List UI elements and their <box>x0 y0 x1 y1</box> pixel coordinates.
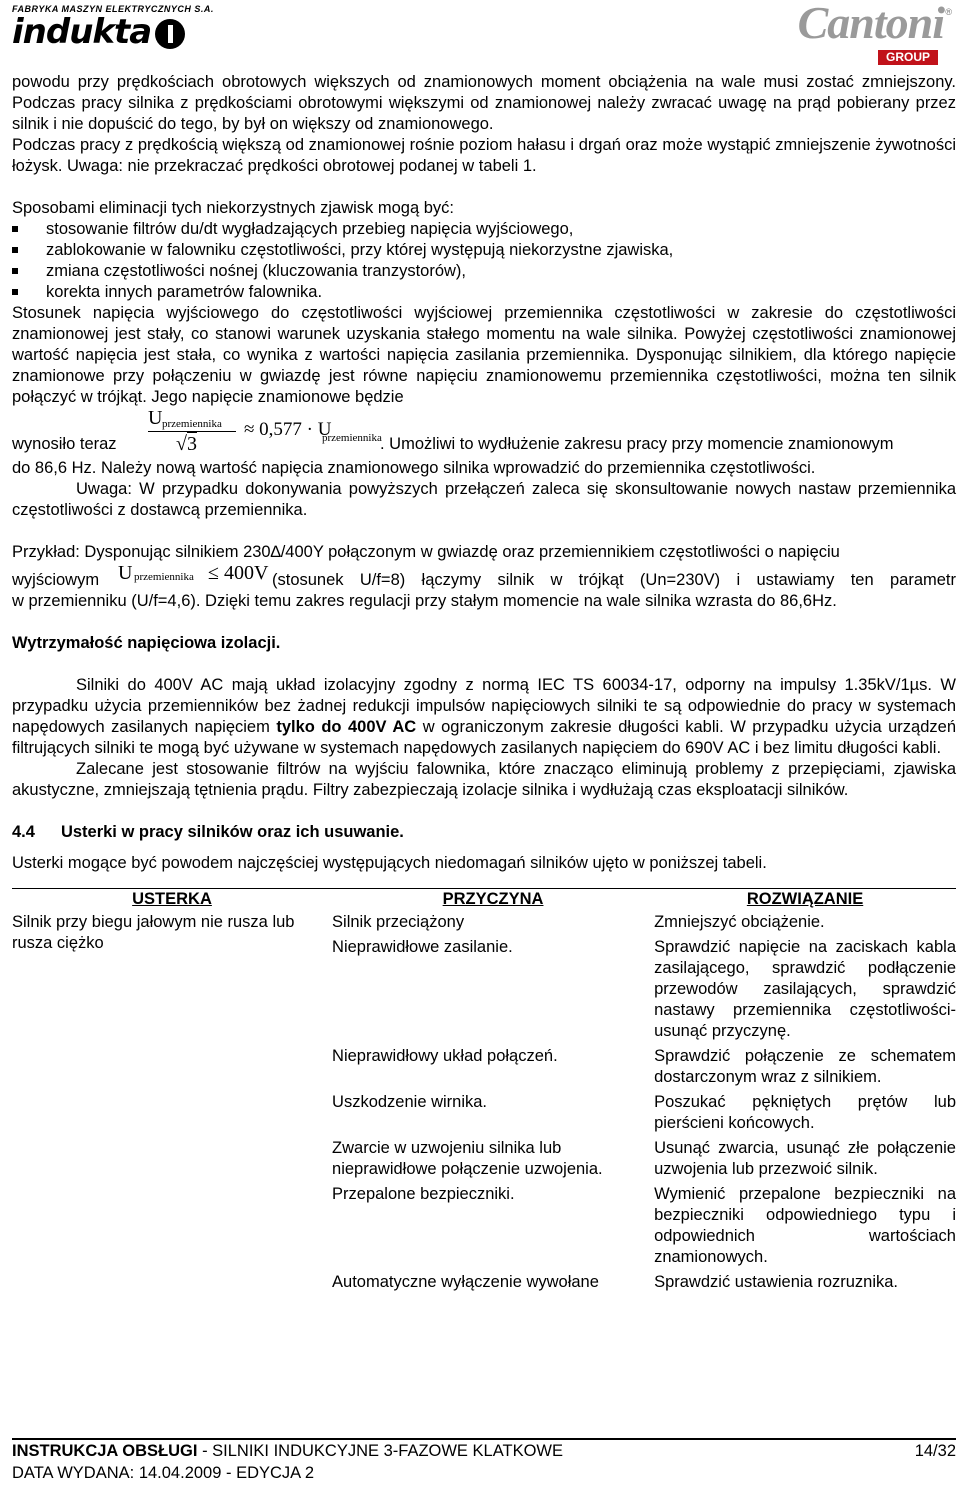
paragraph: do 86,6 Hz. Należy nową wartość napięcia znamionowego silnika wprowadzić do przemiennika częstotliwości. <box>12 459 816 477</box>
formula-line-2: wyjściowym U przemiennika ≤ 400V (stosunek U/f=8) łączymy silnik w trójkąt (Un=230V) i ustawiamy ten parametr <box>12 562 956 589</box>
page-number: 14/32 <box>914 1442 956 1460</box>
fix-cell: Poszukać pękniętych prętów lub pierścieni końcowych. <box>654 1093 956 1132</box>
list-intro: Sposobami eliminacji tych niekorzystnych zjawisk mogą być: <box>12 199 455 217</box>
document-title: INSTRUKCJA OBSŁUGI - SILNIKI INDUKCYJNE 3-FAZOWE KLATKOWE <box>12 1442 563 1460</box>
formula-line-1: wynosiło teraz U przemiennika √3 ≈ 0,577 · U przemiennika . Umożliwi to wydłużenie zakresu pracy przy momencie znamionowym <box>12 407 894 455</box>
list-item: stosowanie filtrów du/dt wygładzających przebieg napięcia wyjściowego, <box>12 219 956 240</box>
insulation-heading: Wytrzymałość napięciowa izolacji. <box>12 634 281 652</box>
cause-cell: Nieprawidłowe zasilanie. <box>332 938 513 956</box>
cantoni-wordmark: Cantoni <box>797 0 944 48</box>
cantoni-logo <box>797 0 952 67</box>
paragraph: Stosunek napięcia wyjściowego do częstotliwości wyjściowej przemiennika częstotliwości w zakresie do częstotliwości znamionowej jest stały, co stanowi warunek uzyskania stałego momentu na wale silnika. Powyżej częstotliwości znamionowej wartość napięcia jest stała, co wynika z wartości napięcia zasilania przemiennika. Dysponując silnikiem, dla którego napięcie znamionowe przy połączeniu w gwiazdę jest równe napięciu znamionowemu przemiennika częstotliwości, można ten silnik połączyć w trójkąt. Jego napięcie znamionowe będzie <box>12 304 956 406</box>
fix-cell: Sprawdzić napięcie na zaciskach kabla zasilającego, sprawdzić podłączenie przewodów zasilających, sprawdzić nastawy przemiennika częstotliwości-usunąć przyczynę. <box>654 938 956 1040</box>
page-header <box>0 0 960 62</box>
column-header: ROZWIĄZANIE <box>746 890 864 908</box>
fix-cell: Wymienić przepalone bezpieczniki na bezpieczniki odpowiedniego typu i odpowiednich wartościach znamionowych. <box>654 1185 956 1266</box>
cause-cell: Nieprawidłowy układ połączeń. <box>332 1047 558 1065</box>
cause-cell: Automatyczne wyłączenie wywołane <box>332 1273 599 1291</box>
fix-cell: Sprawdzić ustawienia rozruznika. <box>654 1273 899 1291</box>
paragraph: Usterki mogące być powodem najczęściej występujących niedomagań silników ujęto w poniższej tabeli. <box>12 854 767 872</box>
cause-cell: Silnik przeciążony <box>332 913 465 931</box>
fix-cell: Sprawdzić połączenie ze schematem dostarczonym wraz z silnikiem. <box>654 1047 956 1086</box>
page-content <box>12 72 956 1296</box>
section-heading: 4.4 Usterki w pracy silników oraz ich usuwanie. <box>12 823 404 841</box>
table-row <box>12 911 956 936</box>
bullet-list <box>12 219 956 303</box>
column-header: PRZYCZYNA <box>442 890 544 908</box>
list-item: zablokowanie w falowniku częstotliwości, przy której występują niekorzystne zjawiska, <box>12 240 956 261</box>
list-item: zmiana częstotliwości nośnej (kluczowania tranzystorów), <box>12 261 956 282</box>
info-i-icon <box>155 19 185 49</box>
paragraph: powodu przy prędkościach obrotowych większych od znamionowych moment obciążenia na wale musi zostać zmniejszony. Podczas pracy silnika z prędkościami obrotowymi większymi od znamionowej należy zwracać uwagę na prąd pobierany przez silnik i nie dopuścić do tego, by był on większy od znamionowego. <box>12 73 956 133</box>
edition-date: DATA WYDANA: 14.04.2009 - EDYCJA 2 <box>12 1464 315 1482</box>
cause-cell: Zwarcie w uzwojeniu silnika lub nieprawidłowe połączenie uzwojenia. <box>332 1139 603 1178</box>
indukta-logo <box>12 4 214 50</box>
registered-mark: ® <box>945 7 952 17</box>
paragraph: Silniki do 400V AC mają układ izolacyjny zgodny z normą IEC TS 60034-17, odporny na impulsy 1.35kV/1µs. W przypadku użycia przemienników bez żadnej redukcji impulsów napięciowych silniki te są odpowiednie do pracy w systemach napędowych zasilanych napięciem tylko do 400V AC w ograniczonym zakresie długości kabli. W przypadku użycia urządzeń filtrujących silniki te mogą być używane w systemach napędowych zasilanych napięciem do 690V AC i bez limitu długości kabli. <box>12 676 957 757</box>
fault-cell: Silnik przy biegu jałowym nie rusza lub rusza ciężko <box>12 913 295 952</box>
list-item: korekta innych parametrów falownika. <box>12 282 956 303</box>
paragraph: Zalecane jest stosowanie filtrów na wyjściu falownika, które znacząco eliminują problemy z przepięciami, zjawiska akustyczne, zmniejszają tętnienia prądu. Filtry zabezpieczają izolacje silnika i wydłużają czas eksploatacji silników. <box>12 760 956 799</box>
paragraph: Podczas pracy z prędkością większą od znamionowej rośnie poziom hałasu i drgań oraz może wystąpić zmniejszenie żywotności łożysk. Uwaga: nie przekraczać prędkości obrotowej podanej w tabeli 1. <box>12 136 956 175</box>
paragraph: w przemienniku (U/f=4,6). Dzięki temu zakres regulacji przy stałym momencie na wale silnika wzrasta do 86,6Hz. <box>12 592 837 610</box>
group-badge: GROUP <box>878 50 938 65</box>
paragraph: Przykład: Dysponując silnikiem 230∆/400Y połączonym w gwiazdę oraz przemiennikiem częstotliwości o napięciu <box>12 543 840 561</box>
faults-table <box>12 888 956 1296</box>
logo-wordmark: indukta <box>12 12 152 52</box>
cause-cell: Uszkodzenie wirnika. <box>332 1093 488 1111</box>
logo-subtitle: FABRYKA MASZYN ELEKTRYCZNYCH S.A. <box>12 4 214 14</box>
sqrt-symbol: √3 <box>176 433 197 455</box>
fix-cell: Usunąć zwarcia, usunąć złe połączenie uzwojenia lub przezwoić silnik. <box>654 1139 956 1178</box>
cause-cell: Przepalone bezpieczniki. <box>332 1185 515 1203</box>
table-header-row <box>12 889 956 912</box>
page-footer <box>12 1438 956 1484</box>
column-header: USTERKA <box>132 890 212 908</box>
paragraph-note: Uwaga: W przypadku dokonywania powyższych przełączeń zaleca się skonsultowanie nowych nastaw przemiennika częstotliwości z dostawcą przemiennika. <box>12 480 956 519</box>
fix-cell: Zmniejszyć obciążenie. <box>654 913 825 931</box>
